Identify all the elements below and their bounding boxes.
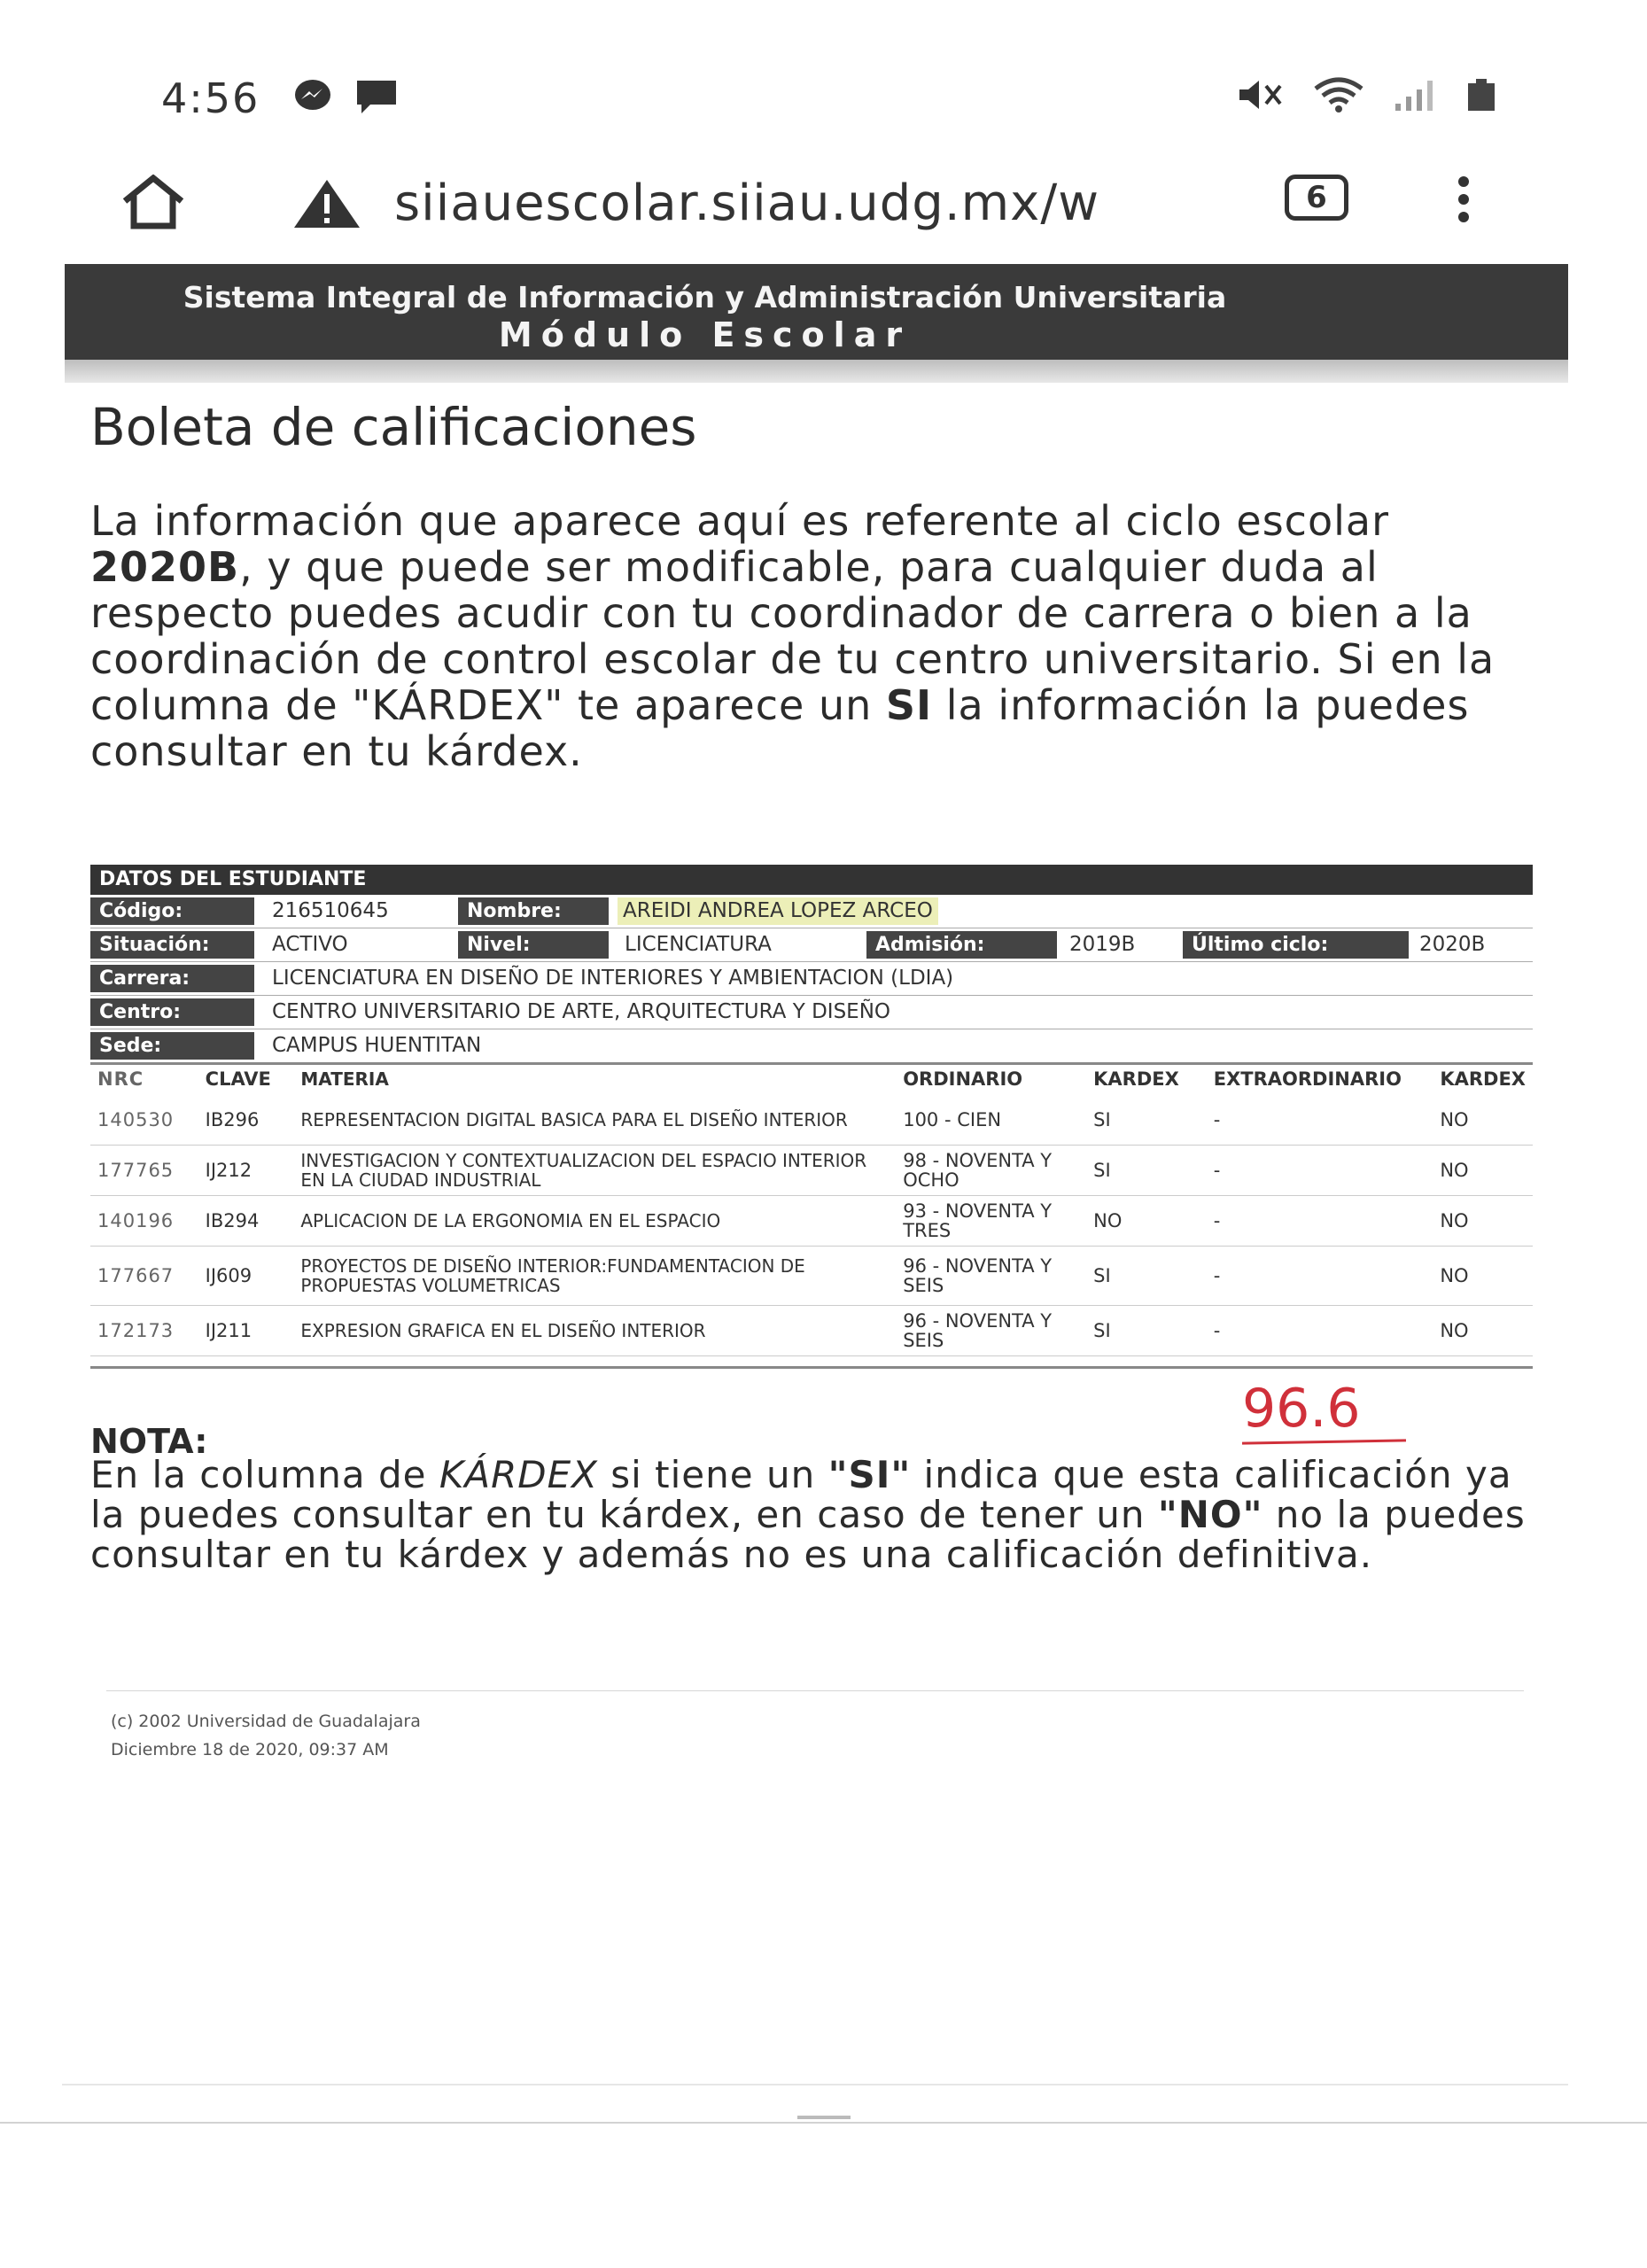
cell-kardex: SI bbox=[1086, 1247, 1207, 1306]
cell-nrc: 140530 bbox=[90, 1095, 198, 1146]
mute-vibrate-icon bbox=[1236, 77, 1284, 116]
table-row bbox=[90, 1095, 1533, 1146]
nota-text bbox=[90, 1455, 1543, 1574]
cell-kardex-extra: NO bbox=[1433, 1247, 1533, 1306]
page-bottom-divider bbox=[62, 2084, 1568, 2085]
cell-ordinario: 96 - NOVENTA Y SEIS bbox=[896, 1247, 1086, 1306]
nota-text-3: indica que esta calificación ya la puedes consultar en tu kárdex, en caso de tener un bbox=[90, 1453, 1512, 1536]
student-row-centro bbox=[90, 996, 1533, 1029]
cell-extraordinario: - bbox=[1207, 1306, 1433, 1356]
label-nivel: Nivel: bbox=[458, 931, 609, 959]
cell-materia: EXPRESION GRAFICA EN EL DISEÑO INTERIOR bbox=[293, 1306, 896, 1356]
col-nrc: NRC bbox=[97, 1068, 144, 1090]
value-nombre: AREIDI ANDREA LOPEZ ARCEO bbox=[618, 897, 938, 925]
label-centro: Centro: bbox=[90, 998, 254, 1026]
table-bottom-rule bbox=[90, 1366, 1533, 1369]
signal-icon bbox=[1394, 77, 1436, 116]
table-row bbox=[90, 1146, 1533, 1196]
cell-ordinario: 98 - NOVENTA Y OCHO bbox=[896, 1146, 1086, 1196]
cell-clave: IB294 bbox=[198, 1196, 294, 1247]
intro-text-1: La información que aparece aquí es referente al ciclo escolar bbox=[90, 497, 1389, 545]
value-admision: 2019B bbox=[1069, 933, 1136, 956]
not-secure-warning-icon[interactable] bbox=[292, 178, 361, 233]
table-row bbox=[90, 1196, 1533, 1247]
student-row-carrera bbox=[90, 962, 1533, 996]
student-row-codigo bbox=[90, 895, 1533, 928]
cell-kardex-extra: NO bbox=[1433, 1146, 1533, 1196]
intro-ciclo: 2020B bbox=[90, 543, 240, 591]
nota-text-2: si tiene un bbox=[597, 1453, 828, 1496]
footer-copyright: (c) 2002 Universidad de Guadalajara bbox=[111, 1712, 421, 1731]
value-nivel: LICENCIATURA bbox=[625, 933, 772, 956]
col-extraordinario: EXTRAORDINARIO bbox=[1213, 1068, 1402, 1090]
student-row-situacion bbox=[90, 928, 1533, 962]
header-shadow bbox=[65, 360, 1568, 383]
more-menu-icon[interactable] bbox=[1453, 175, 1474, 231]
gesture-handle[interactable] bbox=[797, 2116, 851, 2119]
cell-nrc: 177667 bbox=[90, 1247, 198, 1306]
label-situacion: Situación: bbox=[90, 931, 254, 959]
col-clave: CLAVE bbox=[205, 1068, 271, 1090]
cell-materia: APLICACION DE LA ERGONOMIA EN EL ESPACIO bbox=[293, 1196, 896, 1247]
footer-divider bbox=[106, 1690, 1524, 1691]
intro-text-3: la información la puedes consultar en tu kárdex. bbox=[90, 681, 1470, 775]
handwritten-average: 96.6 bbox=[1242, 1378, 1361, 1440]
page-title: Boleta de calificaciones bbox=[90, 397, 697, 457]
col-kardex: KARDEX bbox=[1093, 1068, 1179, 1090]
url-field[interactable]: siiauescolar.siiau.udg.mx/w bbox=[394, 175, 1099, 232]
student-row-sede bbox=[90, 1029, 1533, 1065]
header-system-name: Sistema Integral de Información y Administración Universitaria bbox=[183, 280, 1227, 315]
cell-clave: IB296 bbox=[198, 1095, 294, 1146]
wifi-icon bbox=[1312, 76, 1365, 117]
cell-kardex: NO bbox=[1086, 1196, 1207, 1247]
cell-extraordinario: - bbox=[1207, 1196, 1433, 1247]
cell-ordinario: 96 - NOVENTA Y SEIS bbox=[896, 1306, 1086, 1356]
cell-kardex-extra: NO bbox=[1433, 1306, 1533, 1356]
nota-si: "SI" bbox=[827, 1453, 912, 1496]
cell-materia: INVESTIGACION Y CONTEXTUALIZACION DEL ESPACIO INTERIOR EN LA CIUDAD INDUSTRIAL bbox=[293, 1146, 896, 1196]
footer-timestamp: Diciembre 18 de 2020, 09:37 AM bbox=[111, 1740, 389, 1759]
intro-text-2: , y que puede ser modificable, para cualquier duda al respecto puedes acudir con tu coordinador de carrera o bien a la coordinación de control escolar de tu centro universitario. Si en la columna de "KÁRDEX" te aparece un bbox=[90, 543, 1496, 729]
cell-nrc: 140196 bbox=[90, 1196, 198, 1247]
handwritten-underline bbox=[1242, 1439, 1406, 1444]
tab-count-button[interactable]: 6 bbox=[1285, 175, 1348, 221]
grades-table bbox=[90, 1063, 1533, 1356]
value-centro: CENTRO UNIVERSITARIO DE ARTE, ARQUITECTURA Y DISEÑO bbox=[272, 1000, 891, 1023]
label-admision: Admisión: bbox=[866, 931, 1057, 959]
cell-extraordinario: - bbox=[1207, 1146, 1433, 1196]
navigation-bar bbox=[0, 2122, 1647, 2124]
cell-extraordinario: - bbox=[1207, 1247, 1433, 1306]
table-row bbox=[90, 1247, 1533, 1306]
status-bar bbox=[0, 62, 1647, 142]
home-icon[interactable] bbox=[120, 175, 187, 233]
cell-kardex-extra: NO bbox=[1433, 1095, 1533, 1146]
cell-kardex: SI bbox=[1086, 1306, 1207, 1356]
battery-icon bbox=[1464, 77, 1498, 116]
label-nombre: Nombre: bbox=[458, 897, 609, 925]
cell-extraordinario: - bbox=[1207, 1095, 1433, 1146]
cell-kardex-extra: NO bbox=[1433, 1196, 1533, 1247]
label-codigo: Código: bbox=[90, 897, 254, 925]
cell-clave: IJ211 bbox=[198, 1306, 294, 1356]
cell-clave: IJ212 bbox=[198, 1146, 294, 1196]
nota-kardex: KÁRDEX bbox=[439, 1453, 598, 1496]
cell-nrc: 177765 bbox=[90, 1146, 198, 1196]
messenger-icon bbox=[292, 78, 333, 119]
header-module-name: Módulo Escolar bbox=[498, 315, 912, 354]
cell-kardex: SI bbox=[1086, 1095, 1207, 1146]
value-situacion: ACTIVO bbox=[272, 933, 348, 956]
cell-nrc: 172173 bbox=[90, 1306, 198, 1356]
value-codigo: 216510645 bbox=[272, 899, 389, 922]
nota-text-1: En la columna de bbox=[90, 1453, 439, 1496]
cell-kardex: SI bbox=[1086, 1146, 1207, 1196]
nota-no: "NO" bbox=[1157, 1493, 1263, 1536]
browser-address-bar bbox=[0, 155, 1647, 252]
table-row bbox=[90, 1306, 1533, 1356]
nota-text-4: no la puedes consultar en tu kárdex y además no es una calificación definitiva. bbox=[90, 1493, 1526, 1576]
label-carrera: Carrera: bbox=[90, 965, 254, 992]
col-materia: MATERIA bbox=[300, 1068, 389, 1090]
student-data-section bbox=[90, 865, 1533, 1065]
cell-materia: PROYECTOS DE DISEÑO INTERIOR:FUNDAMENTACION DE PROPUESTAS VOLUMETRICAS bbox=[293, 1247, 896, 1306]
cell-materia: REPRESENTACION DIGITAL BASICA PARA EL DISEÑO INTERIOR bbox=[293, 1095, 896, 1146]
intro-paragraph bbox=[90, 498, 1543, 774]
cell-ordinario: 100 - CIEN bbox=[896, 1095, 1086, 1146]
value-sede: CAMPUS HUENTITAN bbox=[272, 1034, 482, 1057]
col-kardex-extra: KARDEX bbox=[1440, 1068, 1526, 1090]
grades-header-row bbox=[90, 1063, 1533, 1095]
status-time: 4:56 bbox=[161, 74, 260, 122]
cell-ordinario: 93 - NOVENTA Y TRES bbox=[896, 1196, 1086, 1247]
siiau-header-banner bbox=[65, 264, 1568, 360]
value-ultimo-ciclo: 2020B bbox=[1419, 933, 1486, 956]
intro-si: SI bbox=[885, 681, 933, 729]
col-ordinario: ORDINARIO bbox=[903, 1068, 1023, 1090]
label-sede: Sede: bbox=[90, 1032, 254, 1060]
chat-icon bbox=[354, 78, 399, 119]
student-section-title: DATOS DEL ESTUDIANTE bbox=[90, 865, 1533, 895]
cell-clave: IJ609 bbox=[198, 1247, 294, 1306]
label-ultimo-ciclo: Último ciclo: bbox=[1183, 931, 1409, 959]
nota-title: NOTA: bbox=[90, 1422, 208, 1461]
value-carrera: LICENCIATURA EN DISEÑO DE INTERIORES Y AMBIENTACION (LDIA) bbox=[272, 967, 954, 990]
